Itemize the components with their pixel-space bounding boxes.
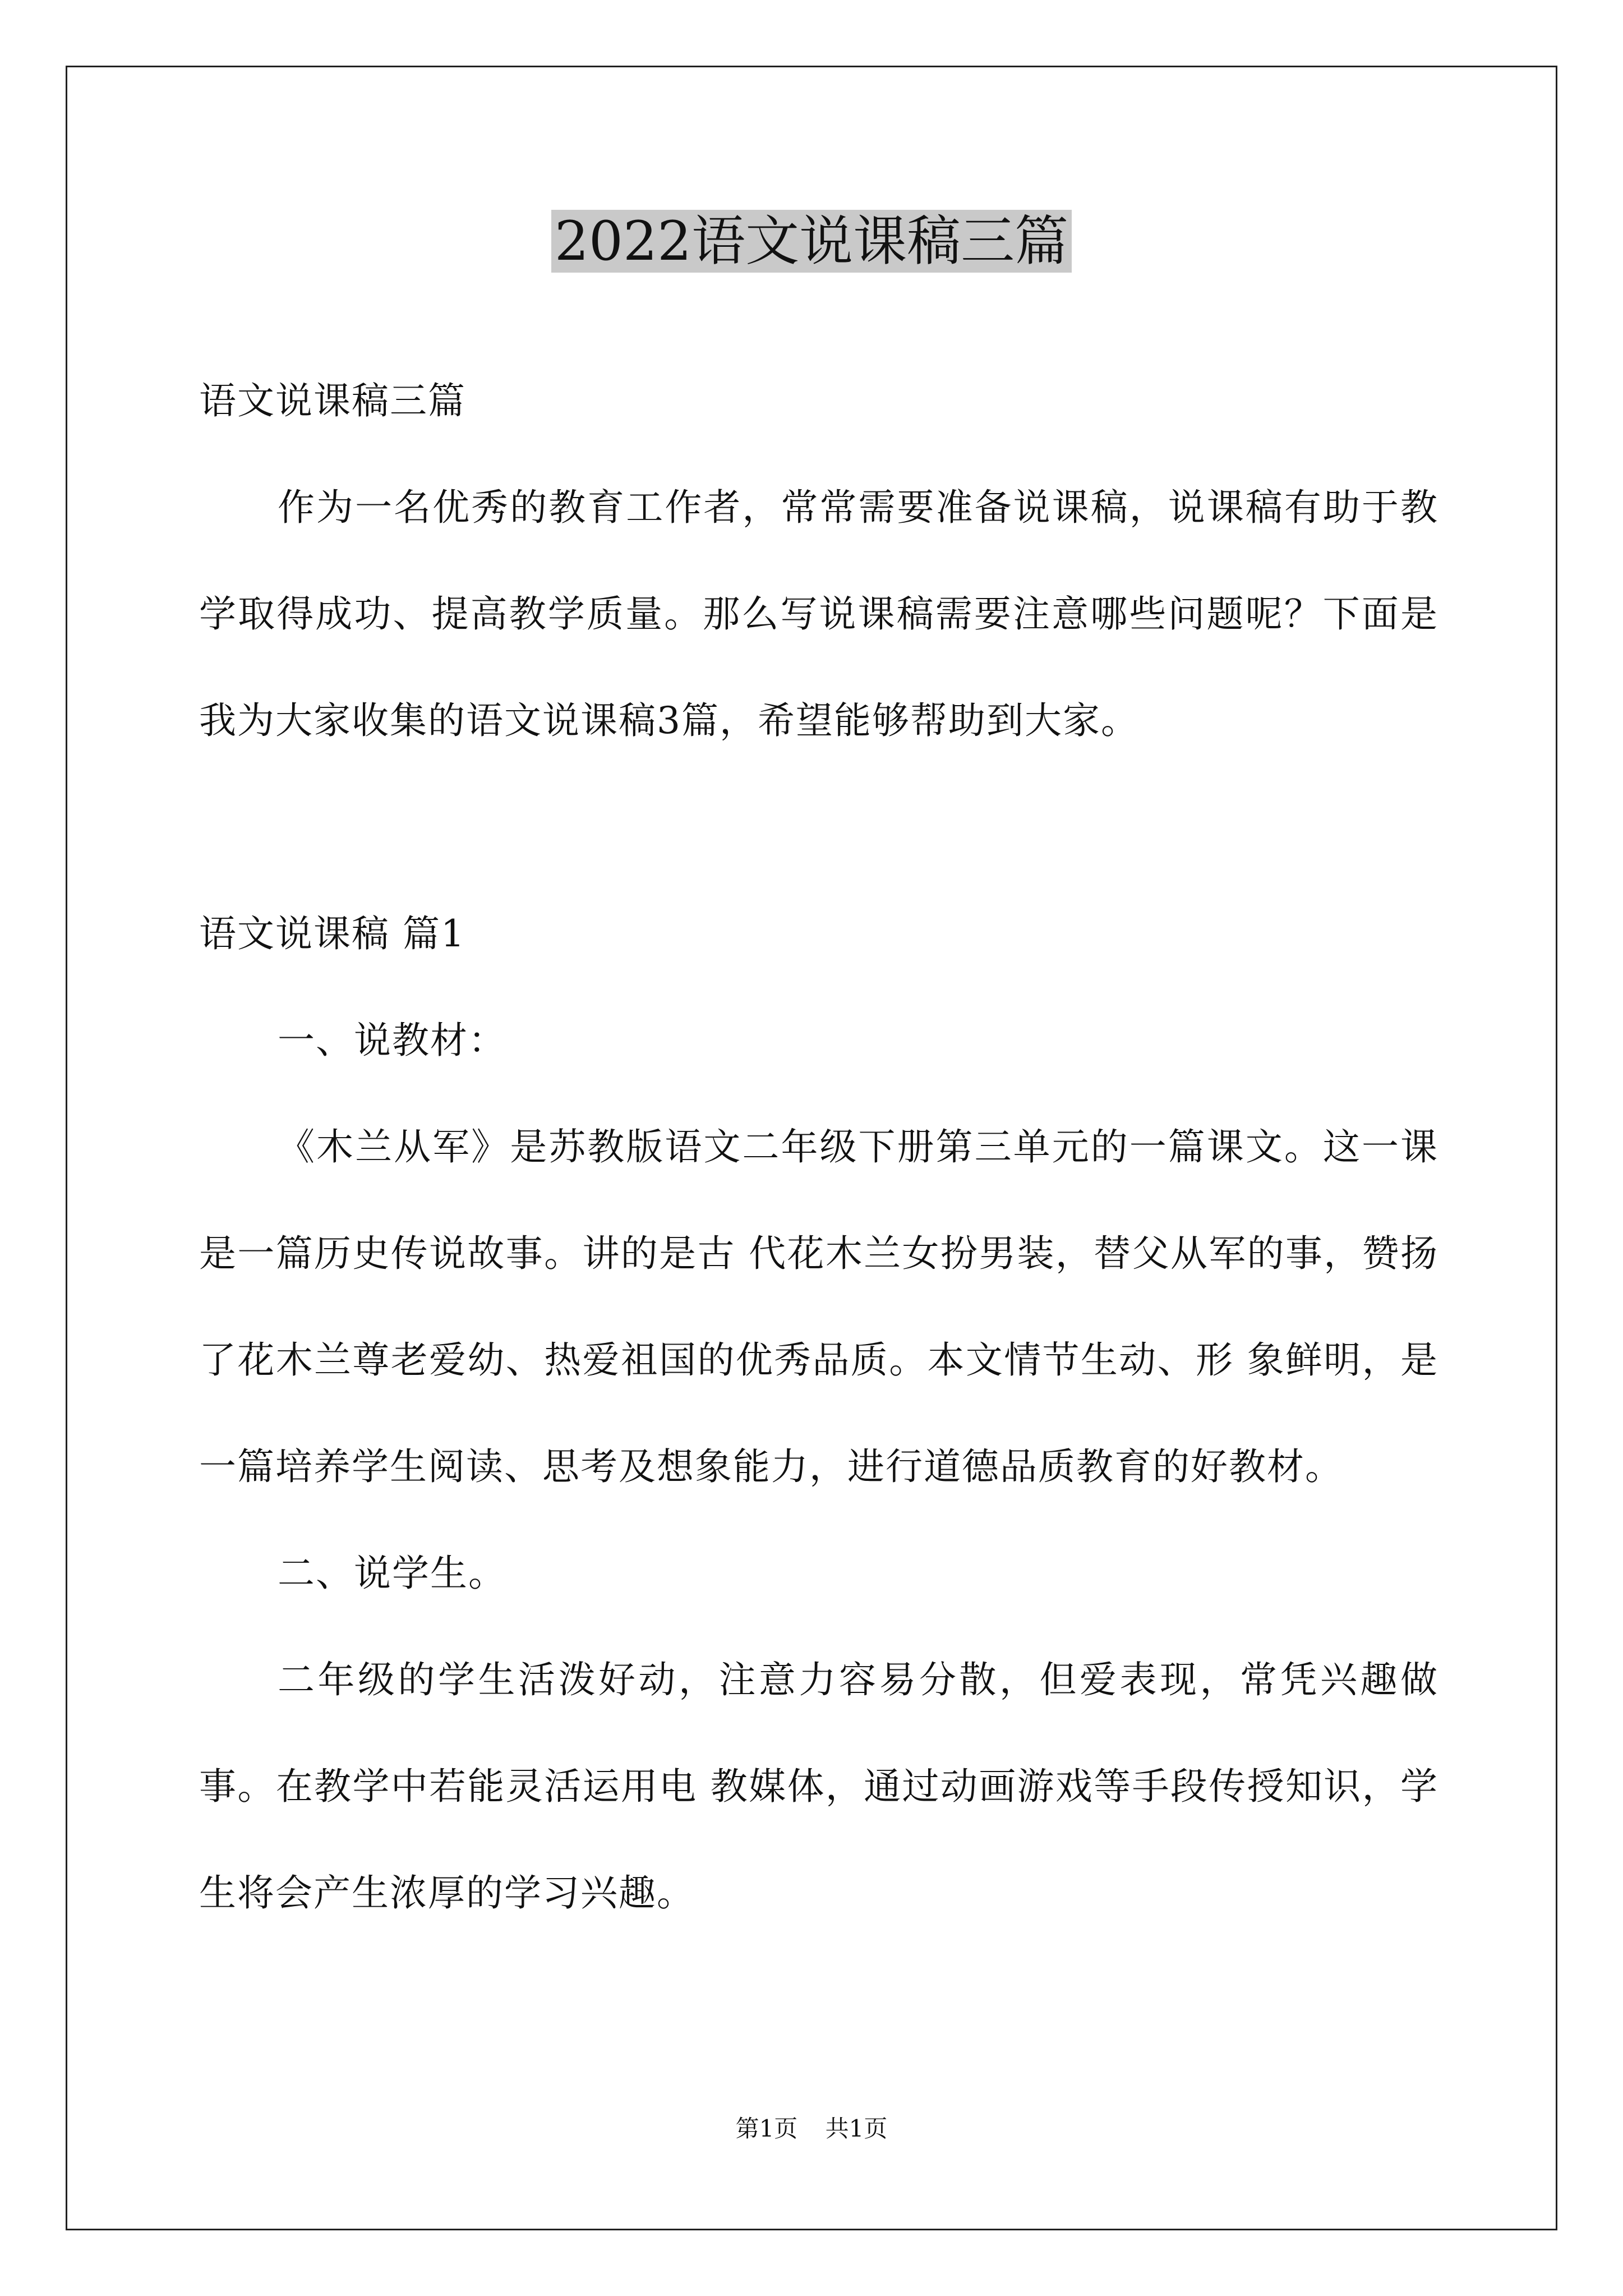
document-body [199, 348, 1438, 1947]
page-footer [0, 2112, 1623, 2146]
blank-line [199, 774, 1438, 881]
part-heading-students: 二、说学生。 [278, 1552, 506, 1595]
document-subtitle: 语文说课稿三篇 [199, 379, 466, 422]
section-heading: 语文说课稿 篇1 [199, 912, 465, 955]
intro-paragraph: 作为一名优秀的教育工作者，常常需要准备说课稿，说课稿有助于教学取得成功、提高教学质量。那么写说课稿需要注意哪些问题呢？下面是我为大家收集的语文说课稿3篇，希望能够帮助到大家。 [199, 486, 1438, 742]
part-heading-material: 一、说教材： [278, 1019, 506, 1062]
material-paragraph: 《木兰从军》是苏教版语文二年级下册第三单元的一篇课文。这一课是一篇历史传说故事。讲的是古 代花木兰女扮男装，替父从军的事，赞扬了花木兰尊老爱幼、热爱祖国的优秀品质。本文情节生动、形 象鲜明，是一篇培养学生阅读、思考及想象能力，进行道德品质教育的好教材。 [199, 1125, 1438, 1488]
document-title [0, 208, 1623, 275]
document-title-text: 2022语文说课稿三篇 [551, 210, 1072, 273]
page-total: 共1页 [825, 2115, 888, 2142]
students-paragraph: 二年级的学生活泼好动，注意力容易分散，但爱表现，常凭兴趣做事。在教学中若能灵活运用电 教媒体，通过动画游戏等手段传授知识，学生将会产生浓厚的学习兴趣。 [199, 1658, 1438, 1915]
page-number: 第1页 [735, 2115, 798, 2142]
